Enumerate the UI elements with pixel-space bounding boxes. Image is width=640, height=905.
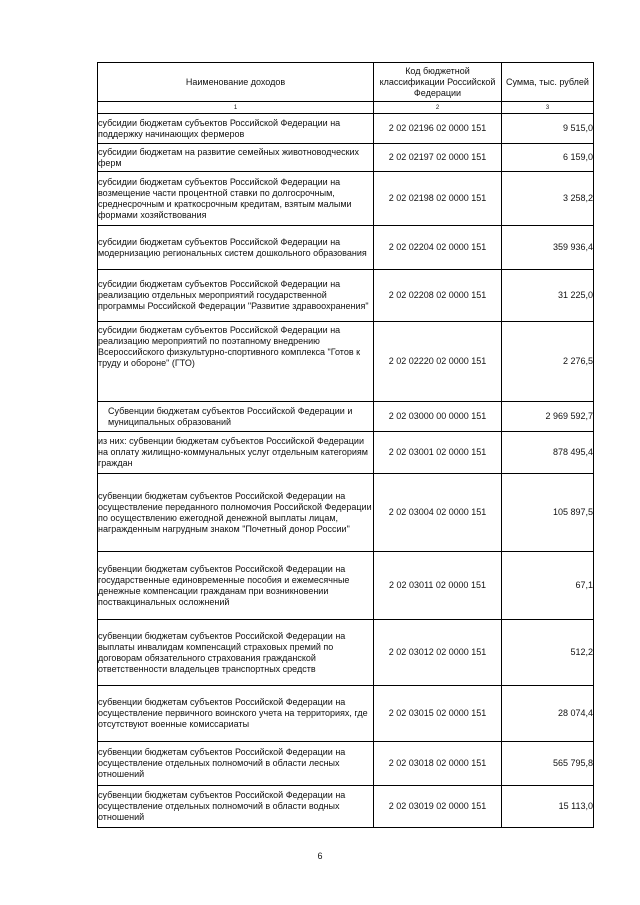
income-name-cell: субвенции бюджетам субъектов Российской Федерации на осуществление первичного воинского учета на территориях, где отсутствуют военные комиссариаты <box>98 686 374 742</box>
income-name-cell: субвенции бюджетам субъектов Российской Федерации на государственные единовременные пособия и ежемесячные денежные компенсации гражданам при возникновении поствакцинальных осложнений <box>98 552 374 620</box>
income-name-cell: из них: субвенции бюджетам субъектов Российской Федерации на оплату жилищно-коммунальных услуг отдельным категориям граждан <box>98 432 374 474</box>
amount-cell: 2 276,5 <box>502 322 594 402</box>
budget-code-cell: 2 02 03019 02 0000 151 <box>374 786 502 828</box>
budget-code-cell: 2 02 03000 00 0000 151 <box>374 402 502 432</box>
header-amount: Сумма, тыс. рублей <box>502 63 594 102</box>
income-name-cell: субвенции бюджетам субъектов Российской Федерации на осуществление отдельных полномочий в области водных отношений <box>98 786 374 828</box>
income-name-cell: субсидии бюджетам субъектов Российской Федерации на реализацию мероприятий по поэтапному внедрению Всероссийского физкультурно-спортивного комплекса "Готов к труду и обороне" (ГТО) <box>98 322 374 402</box>
table-header-row <box>98 63 594 102</box>
income-name-cell: субсидии бюджетам субъектов Российской Федерации на возмещение части процентной ставки по долгосрочным, среднесрочным и краткосрочным кредитам, взятым малыми формами хозяйствования <box>98 172 374 226</box>
table-row <box>98 144 594 172</box>
header-income-name: Наименование доходов <box>98 63 374 102</box>
income-name-cell: субсидии бюджетам субъектов Российской Федерации на реализацию отдельных мероприятий государственной программы Российской Федерации "Развитие здравоохранения" <box>98 270 374 322</box>
table-row <box>98 474 594 552</box>
budget-code-cell: 2 02 03004 02 0000 151 <box>374 474 502 552</box>
amount-cell: 67,1 <box>502 552 594 620</box>
amount-cell: 105 897,5 <box>502 474 594 552</box>
budget-code-cell: 2 02 02197 02 0000 151 <box>374 144 502 172</box>
budget-code-cell: 2 02 02196 02 0000 151 <box>374 114 502 144</box>
amount-cell: 512,2 <box>502 620 594 686</box>
budget-code-cell: 2 02 03015 02 0000 151 <box>374 686 502 742</box>
income-name-cell: субсидии бюджетам субъектов Российской Федерации на поддержку начинающих фермеров <box>98 114 374 144</box>
table-row <box>98 786 594 828</box>
amount-cell: 28 074,4 <box>502 686 594 742</box>
table-row <box>98 322 594 402</box>
amount-cell: 6 159,0 <box>502 144 594 172</box>
income-name-cell: Субвенции бюджетам субъектов Российской Федерации и муниципальных образований <box>98 402 374 432</box>
amount-cell: 3 258,2 <box>502 172 594 226</box>
income-name-cell: субвенции бюджетам субъектов Российской Федерации на выплаты инвалидам компенсаций страховых премий по договорам обязательного страхования гражданской ответственности владельцев транспортных средств <box>98 620 374 686</box>
amount-cell: 31 225,0 <box>502 270 594 322</box>
column-number-2: 2 <box>374 102 502 114</box>
amount-cell: 878 495,4 <box>502 432 594 474</box>
table-row <box>98 172 594 226</box>
income-name-cell: субвенции бюджетам субъектов Российской Федерации на осуществление переданного полномочия Российской Федерации по осуществлению ежегодной денежной выплаты лицам, награжденным нагрудным знаком "Почетный донор России" <box>98 474 374 552</box>
amount-cell: 565 795,8 <box>502 742 594 786</box>
budget-code-cell: 2 02 02204 02 0000 151 <box>374 226 502 270</box>
amount-cell: 15 113,0 <box>502 786 594 828</box>
table-row <box>98 552 594 620</box>
amount-cell: 9 515,0 <box>502 114 594 144</box>
table-row <box>98 742 594 786</box>
page-number: 6 <box>317 851 323 861</box>
budget-code-cell: 2 02 03011 02 0000 151 <box>374 552 502 620</box>
income-name-cell: субвенции бюджетам субъектов Российской Федерации на осуществление отдельных полномочий в области лесных отношений <box>98 742 374 786</box>
table-row <box>98 270 594 322</box>
budget-code-cell: 2 02 02208 02 0000 151 <box>374 270 502 322</box>
table-row <box>98 114 594 144</box>
table-row <box>98 226 594 270</box>
budget-code-cell: 2 02 03018 02 0000 151 <box>374 742 502 786</box>
table-row <box>98 402 594 432</box>
column-number-1: 1 <box>98 102 374 114</box>
amount-cell: 2 969 592,7 <box>502 402 594 432</box>
budget-code-cell: 2 02 02198 02 0000 151 <box>374 172 502 226</box>
income-name-cell: субсидии бюджетам субъектов Российской Федерации на модернизацию региональных систем дошкольного образования <box>98 226 374 270</box>
table-row <box>98 620 594 686</box>
column-number-row <box>98 102 594 114</box>
budget-code-cell: 2 02 02220 02 0000 151 <box>374 322 502 402</box>
table-row <box>98 432 594 474</box>
amount-cell: 359 936,4 <box>502 226 594 270</box>
header-budget-code: Код бюджетной классификации Российской Федерации <box>374 63 502 102</box>
budget-code-cell: 2 02 03001 02 0000 151 <box>374 432 502 474</box>
budget-code-cell: 2 02 03012 02 0000 151 <box>374 620 502 686</box>
table-row <box>98 686 594 742</box>
income-name-cell: субсидии бюджетам на развитие семейных животноводческих ферм <box>98 144 374 172</box>
revenue-table <box>97 62 594 828</box>
column-number-3: 3 <box>502 102 594 114</box>
